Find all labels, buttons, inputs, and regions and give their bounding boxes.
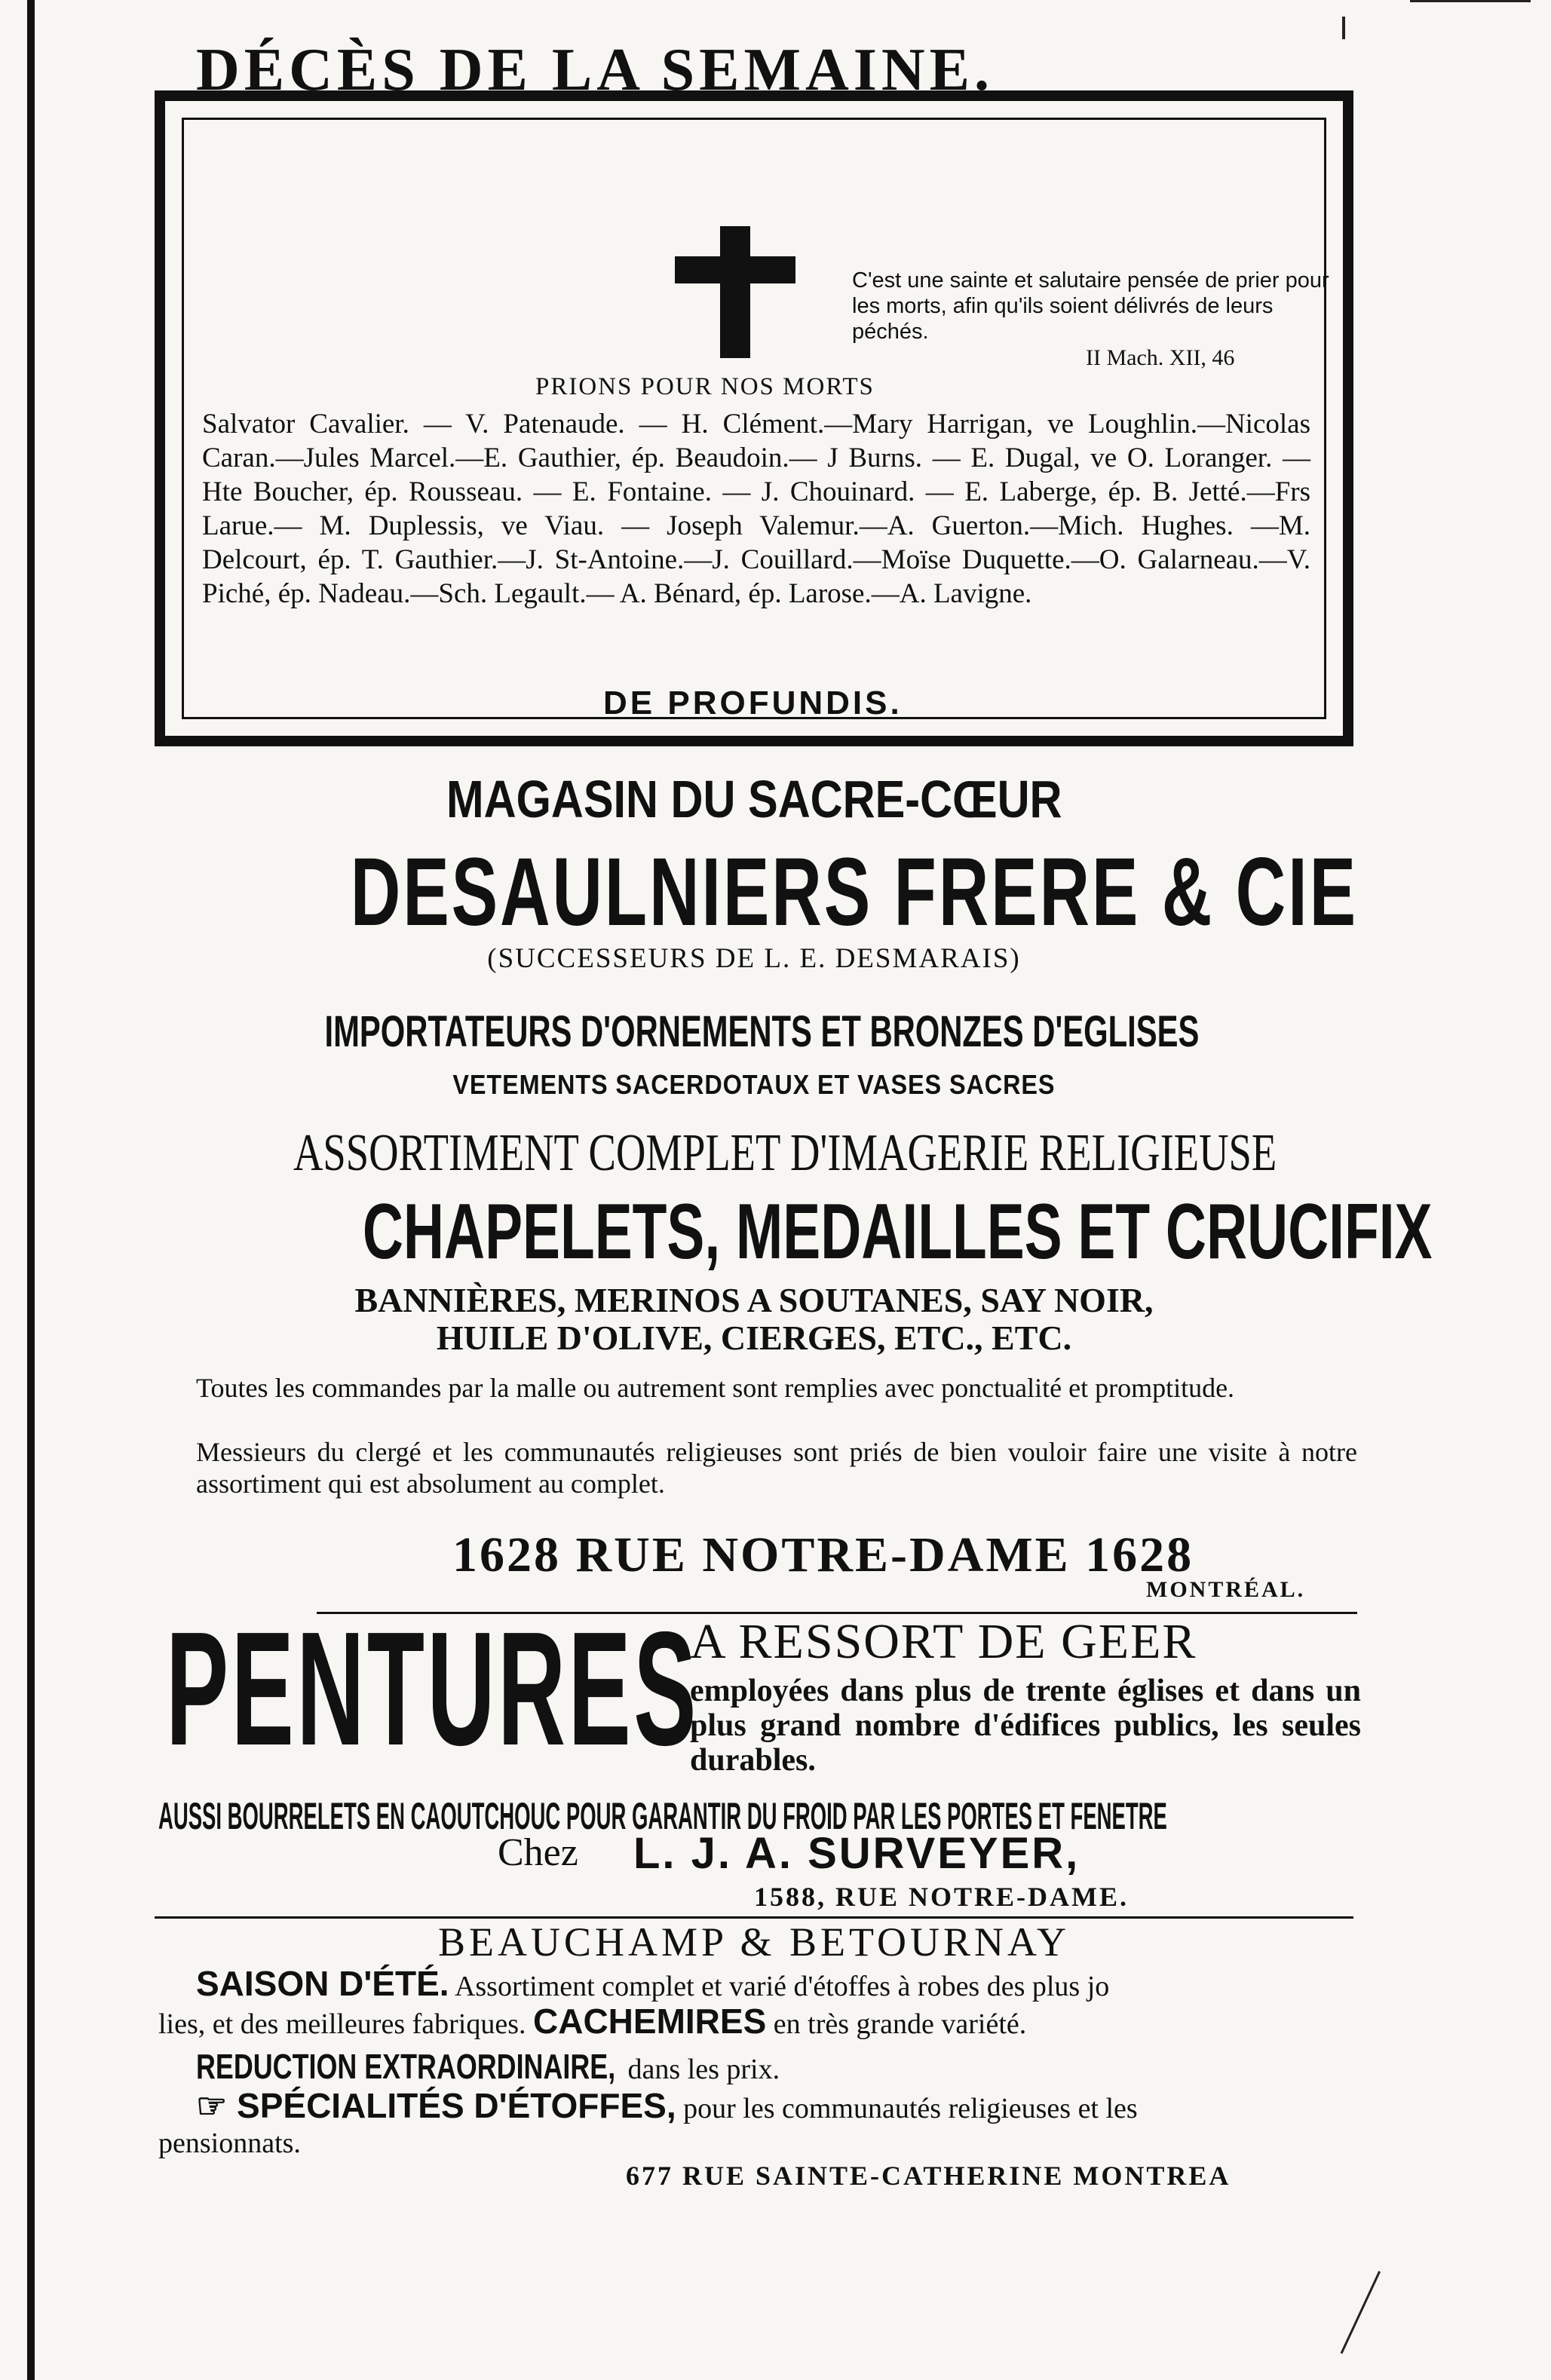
page-mark — [1410, 0, 1531, 2]
saison-text: Assortiment complet et varié d'étoffes à robes des plus jo — [454, 1971, 1110, 2002]
specialites-text: pour les communautés religieuses et les — [683, 2093, 1138, 2124]
reduction-heading: REDUCTION EXTRAORDINAIRE, — [196, 2047, 616, 2086]
surveyer-name: L. J. A. SURVEYER, — [633, 1829, 1080, 1878]
assortiment-line: ASSORTIMENT COMPLET D'IMAGERIE RELIGIEUSE — [293, 1124, 1277, 1182]
notice-title: DÉCÈS DE LA SEMAINE. — [196, 37, 995, 103]
pentures-description: employées dans plus de trente églises et dans un plus grand nombre d'édifices publics, les seules durables. — [690, 1674, 1361, 1778]
cross-icon-bar — [675, 256, 795, 283]
saison-text-2: lies, et des meilleures fabriques. — [158, 2008, 526, 2040]
cachemires-heading: CACHEMIRES — [533, 2002, 767, 2041]
pen-mark — [1341, 2271, 1422, 2372]
importateurs-line: IMPORTATEURS D'ORNEMENTS ET BRONZES D'EGLISES — [324, 1007, 1200, 1056]
saison-heading: SAISON D'ÉTÉ. — [196, 1964, 449, 2003]
reduction-text: dans les prix. — [627, 2054, 780, 2085]
chapelets-line: CHAPELETS, MEDAILLES ET CRUCIFIX — [362, 1188, 1433, 1276]
pentures-word: PENTURES — [166, 1597, 699, 1779]
saison-line — [196, 1966, 1109, 2004]
specialites-line — [196, 2088, 1138, 2126]
surveyer-address: 1588, RUE NOTRE-DAME. — [754, 1882, 1130, 1912]
notice-quote-ref: II Mach. XII, 46 — [1086, 345, 1235, 370]
notice-prions: PRIONS POUR NOS MORTS — [535, 373, 875, 400]
desaulniers-city: MONTRÉAL. — [1146, 1577, 1306, 1602]
chez-label: Chez — [498, 1831, 578, 1874]
magasin-heading: MAGASIN DU SACRE-CŒUR — [446, 770, 1062, 829]
reduction-line — [196, 2049, 780, 2087]
notice-quote: C'est une sainte et salutaire pensée de prier pour les morts, afin qu'ils soient délivrés de leurs péchés. — [852, 268, 1329, 344]
page-mark — [1342, 17, 1345, 39]
bannieres-line-1: BANNIÈRES, MERINOS A SOUTANES, SAY NOIR, — [354, 1281, 1154, 1319]
aussi-line: AUSSI BOURRELETS EN CAOUTCHOUC POUR GARANTIR DU FROID PAR LES PORTES ET FENETRE — [158, 1795, 1167, 1837]
notice-profundis: DE PROFUNDIS. — [603, 685, 903, 721]
beauchamp-title: BEAUCHAMP & BETOURNAY — [437, 1919, 1071, 1965]
bannieres-line-2: HUILE D'OLIVE, CIERGES, ETC., ETC. — [436, 1319, 1072, 1357]
beauchamp-address: 677 RUE SAINTE-CATHERINE MONTREA — [626, 2161, 1231, 2191]
desaulniers-address: 1628 RUE NOTRE-DAME 1628 — [452, 1527, 1194, 1582]
cachemires-text: en très grande variété. — [773, 2008, 1027, 2040]
ressort-heading: A RESSORT DE GEER — [690, 1614, 1197, 1669]
clerge-paragraph: Messieurs du clergé et les communautés religieuses sont priés de bien vouloir faire une visite à notre assortiment qui est absolument au complet. — [196, 1437, 1357, 1499]
deceased-names: Salvator Cavalier. — V. Patenaude. — H. Clément.—Mary Harrigan, ve Loughlin.—Nicolas Caran.—Jules Marcel.—E. Gauthier, ép. Beaudoin.— J Burns. — E. Dugal, ve O. Loranger. — Hte Boucher, ép. Rousseau. — E. Fontaine. — J. Chouinard. — E. Laberge, ép. B. Jetté.—Frs Larue.— M. Duplessis, ve Viau. — Joseph Valemur.—A. Guerton.—Mich. Hughes. —M. Delcourt, ép. T. Gauthier.—J. St-Antoine.—J. Couillard.—Moïse Duquette.—O. Galarneau.—V. Piché, ép. Nadeau.—Sch. Legault.— A. Bénard, ép. Larose.—A. Lavigne. — [202, 409, 1310, 609]
commandes-paragraph: Toutes les commandes par la malle ou autrement sont remplies avec ponctualité et promptitude. — [196, 1373, 1235, 1403]
cachemires-line — [158, 2004, 1026, 2042]
pensionnats-line: pensionnats. — [158, 2127, 301, 2159]
left-border-rule — [27, 0, 35, 2380]
cross-icon — [720, 226, 750, 358]
successeurs-line: (SUCCESSEURS DE L. E. DESMARAIS) — [487, 943, 1021, 974]
vetements-line: VETEMENTS SACERDOTAUX ET VASES SACRES — [452, 1069, 1056, 1100]
specialites-heading: ☞ SPÉCIALITÉS D'ÉTOFFES, — [196, 2086, 676, 2125]
firm-name: DESAULNIERS FRERE & CIE — [350, 838, 1358, 946]
